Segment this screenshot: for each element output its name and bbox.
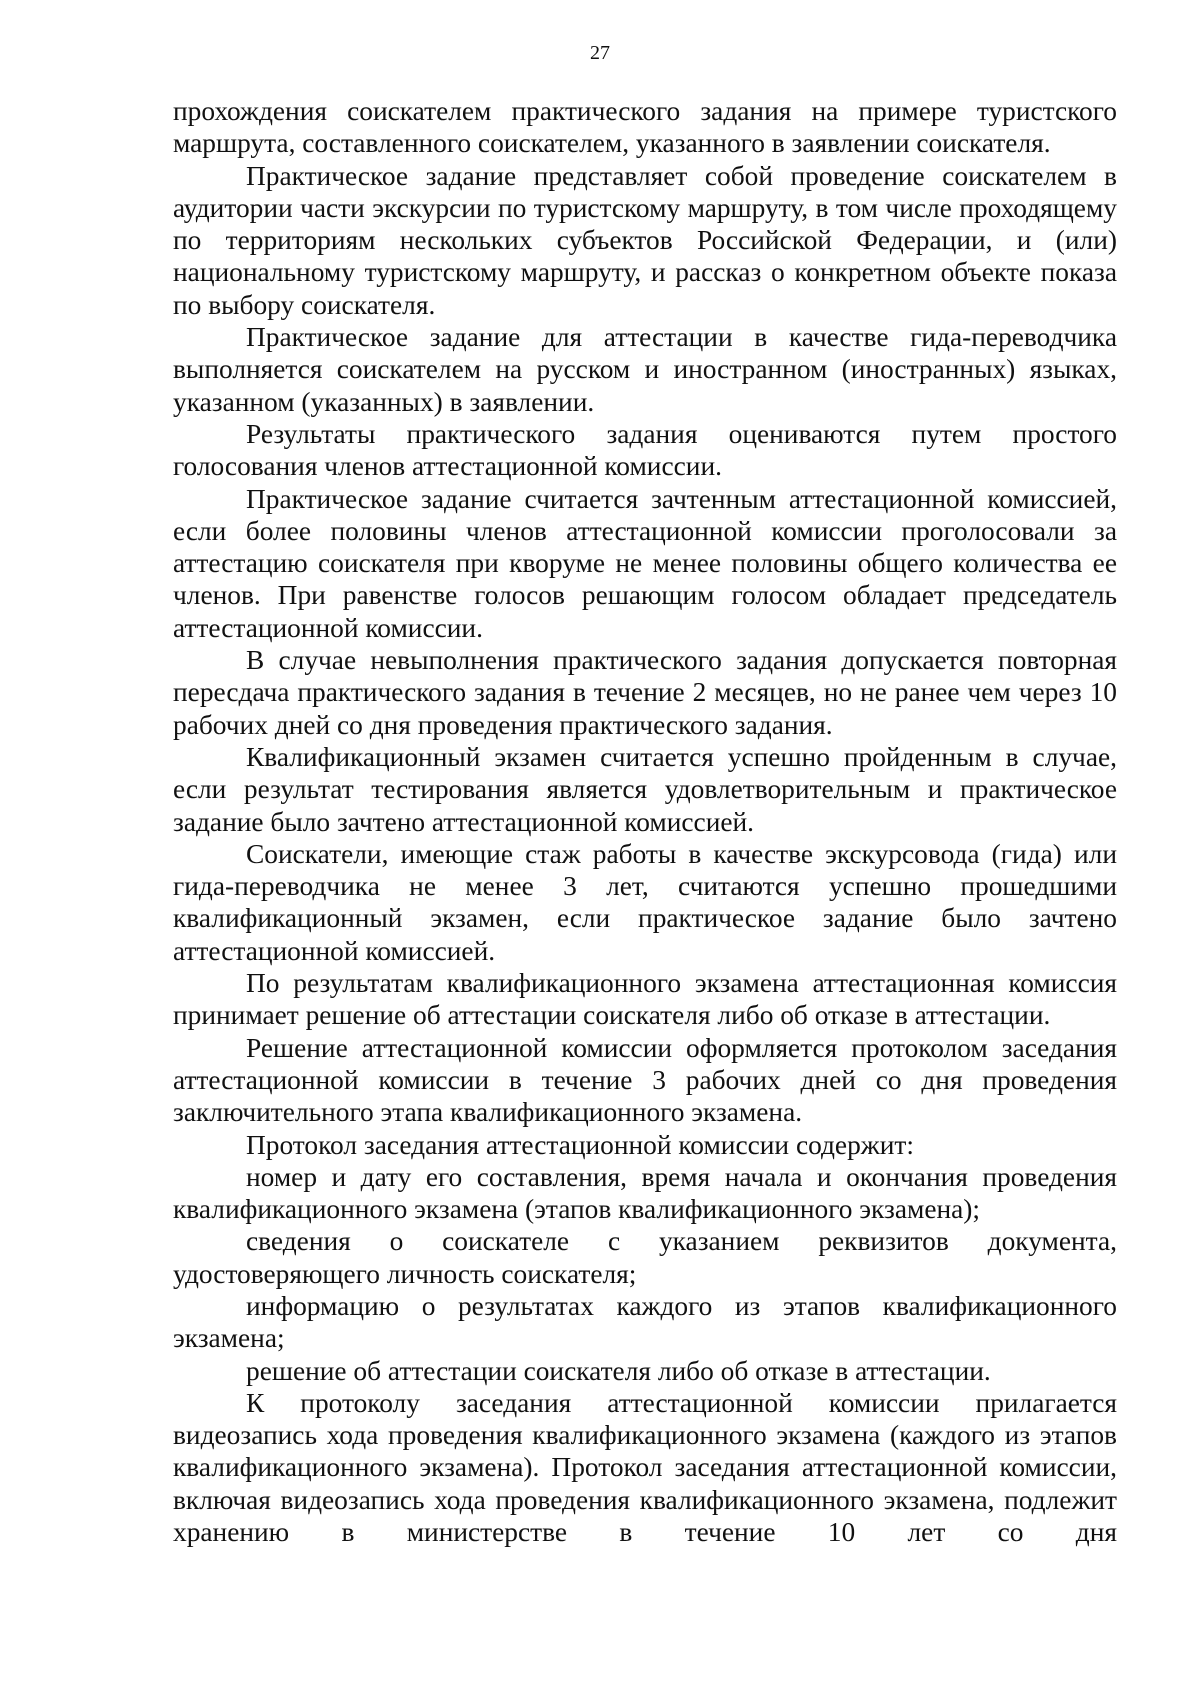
paragraph-commission-decision: По результатам квалификационного экзамена аттестационная комиссия принимает решение об аттестации соискателя либо об отказе в аттестации. [173, 968, 1117, 1031]
paragraph-protocol-contents: Протокол заседания аттестационной комиссии содержит: [246, 1129, 914, 1160]
paragraph-experienced-applicants: Соискатели, имеющие стаж работы в качестве экскурсовода (гида) или гида-переводчика не менее 3 лет, считаются успешно прошедшими квалификационный экзамен, если практическое задание было зачтено аттестационной комиссией. [173, 838, 1117, 966]
paragraph-task-passed-condition: Практическое задание считается зачтенным аттестационной комиссией, если более половины членов аттестационной комиссии проголосовали за аттестацию соискателя при кворуме не менее половины общего количества ее членов. При равенстве голосов решающим голосом обладает председатель аттестационной комиссии. [173, 483, 1117, 643]
paragraph-video-recording: К протоколу заседания аттестационной комиссии прилагается видеозапись хода проведения квалификационного экзамена (каждого из этапов квалификационного экзамена). Протокол заседания аттестационной комиссии, включая видеозапись хода проведения квалификационного экзамена, подлежит хранению в министерстве в течение 10 лет со дня [173, 1387, 1117, 1548]
paragraph-continued: прохождения соискателем практического задания на примере туристского маршрута, составленного соискателем, указанного в заявлении соискателя. [173, 96, 1117, 159]
paragraph-protocol-registration: Решение аттестационной комиссии оформляется протоколом заседания аттестационной комиссии в течение 3 рабочих дней со дня проведения заключительного этапа квалификационного экзамена. [173, 1032, 1117, 1128]
paragraph-guide-interpreter-language: Практическое задание для аттестации в качестве гида-переводчика выполняется соискателем на русском и иностранном (иностранных) языках, указанном (указанных) в заявлении. [173, 322, 1117, 417]
list-item-decision: решение об аттестации соискателя либо об отказе в аттестации. [246, 1355, 991, 1386]
list-item-date-time: номер и дату его составления, время начала и окончания проведения квалификационного экзамена (этапов квалификационного экзамена); [173, 1161, 1117, 1225]
paragraph-practical-task-description: Практическое задание представляет собой проведение соискателем в аудитории части экскурсии по туристскому маршруту, в том числе проходящему по территориям нескольких субъектов Российской Федерации, и (или) национальному туристскому маршруту, и рассказ о конкретном объекте показа по выбору соискателя. [173, 160, 1117, 320]
list-item-stage-results: информацию о результатах каждого из этапов квалификационного экзамена; [173, 1290, 1117, 1354]
paragraph-retake: В случае невыполнения практического задания допускается повторная пересдача практического задания в течение 2 месяцев, но не ранее чем через 10 рабочих дней со дня проведения практического задания. [173, 645, 1117, 740]
paragraph-task-evaluation: Результаты практического задания оцениваются путем простого голосования членов аттестационной комиссии. [173, 418, 1117, 482]
list-item-applicant-info: сведения о соискателе с указанием реквизитов документа, удостоверяющего личность соискателя; [173, 1226, 1117, 1289]
document-body [173, 95, 1117, 1548]
paragraph-exam-passed: Квалификационный экзамен считается успешно пройденным в случае, если результат тестирования является удовлетворительным и практическое задание было зачтено аттестационной комиссией. [173, 741, 1117, 837]
page-number: 27 [590, 42, 610, 64]
